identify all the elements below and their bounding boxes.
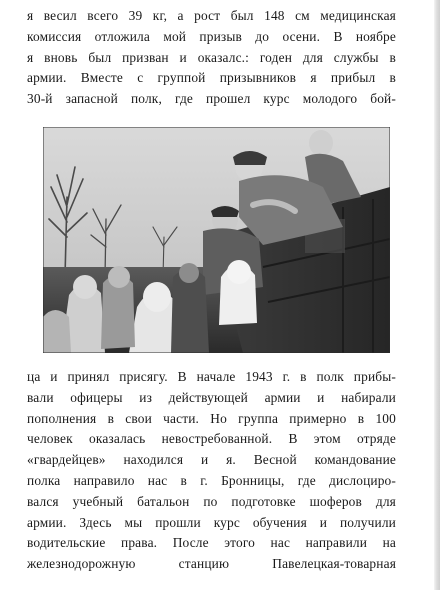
text-line: я вновь был призван и оказалс.: годен для службы в xyxy=(27,49,396,65)
text-line: 30-й запасной полк, где прошел курс молодого бой- xyxy=(27,91,396,107)
text-line: вался учебный батальон по подготовке шоферов для xyxy=(27,493,396,509)
text-line: комиссия отложила мой призыв до осени. В ноябре xyxy=(27,28,396,44)
historical-photograph xyxy=(43,127,390,353)
text-line: армии. Здесь мы прошли курс обучения и получили xyxy=(27,514,396,530)
text-line: вали офицеры из действующей армии и набирали xyxy=(27,389,396,405)
text-line: водительские права. После этого нас направили на xyxy=(27,535,396,551)
text-line: «гвардейцев» находился и я. Весной командование xyxy=(27,452,396,468)
text-line: пополнения в свои части. Но группа примерно в 100 xyxy=(27,410,396,426)
text-line: я весил всего 39 кг, а рост был 148 см медицинская xyxy=(27,8,396,23)
text-line: человек оказалась невостребованной. В этом отряде xyxy=(27,431,396,447)
text-line: ца и принял присягу. В начале 1943 г. в полк прибы- xyxy=(27,369,396,384)
page-edge-shadow xyxy=(434,0,440,590)
paragraph-top xyxy=(27,6,396,110)
paragraph-bottom xyxy=(27,367,396,575)
text-line: железнодорожную станцию Павелецкая-товарная xyxy=(27,556,396,572)
text-line: армии. Вместе с группой призывников я прибыл в xyxy=(27,70,396,86)
text-line: полка направило нас в г. Бронницы, где дислоциро- xyxy=(27,472,396,488)
photo-scene xyxy=(43,127,390,353)
